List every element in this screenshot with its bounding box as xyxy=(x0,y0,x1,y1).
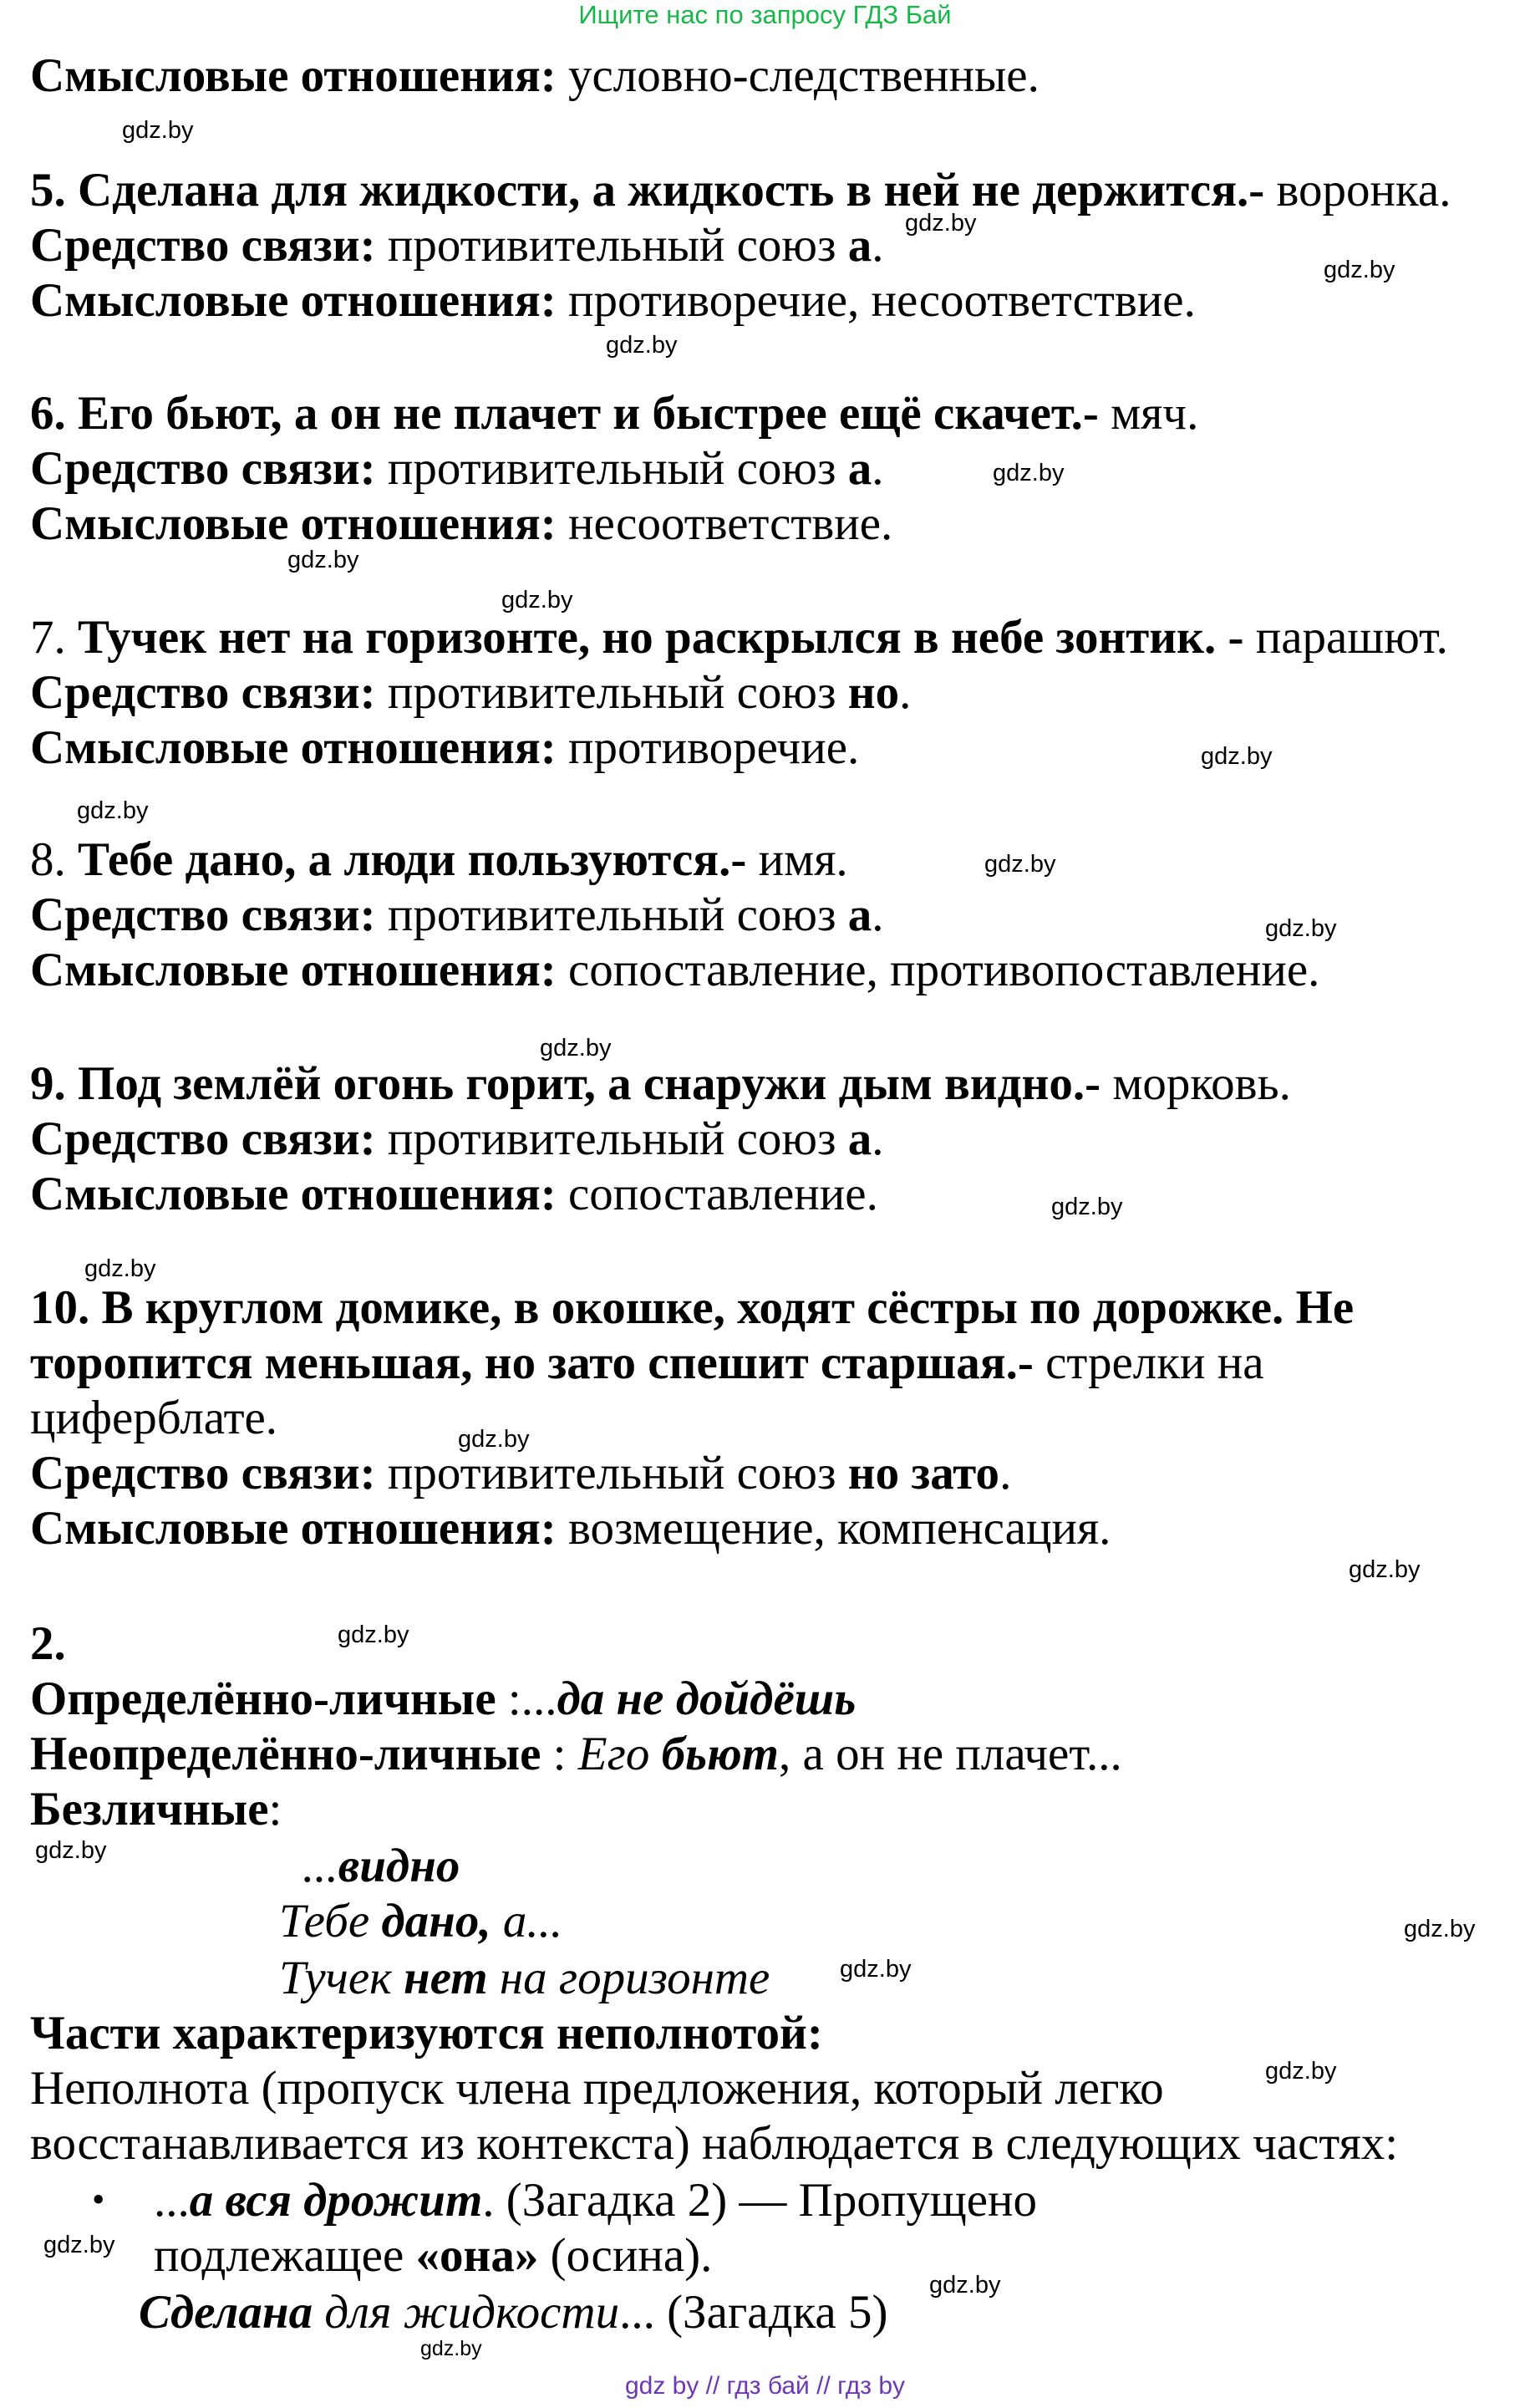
definite-personal-line: Определённо-личные :...да не дойдёшь xyxy=(30,1672,856,1725)
watermark: gdz.by xyxy=(1201,743,1273,770)
incompleteness-heading: Части характеризуются неполнотой: xyxy=(30,2007,823,2059)
riddle-8-relations: Смысловые отношения: сопоставление, противопоставление. xyxy=(30,944,1320,996)
relations-line: Смысловые отношения: условно-следственные. xyxy=(30,49,1039,102)
riddle-10-answer-line3: циферблате. xyxy=(30,1392,278,1444)
watermark: gdz.by xyxy=(122,117,194,144)
impersonal-example-1: ...видно xyxy=(302,1840,460,1892)
riddle-9-question: 9. Под землёй огонь горит, а снаружи дым видно.- морковь. xyxy=(30,1057,1291,1110)
riddle-5-means: Средство связи: противительный союз а. xyxy=(30,219,884,272)
watermark: gdz.by xyxy=(1051,1194,1123,1220)
impersonal-example-3: Тучек нет на горизонте xyxy=(279,1952,770,2004)
incompleteness-paragraph-line2: восстанавливается из контекста) наблюдается в следующих частях: xyxy=(30,2117,1399,2170)
incompleteness-paragraph-line1: Неполнота (пропуск члена предложения, который легко xyxy=(30,2062,1164,2115)
watermark: gdz.by xyxy=(1404,1916,1476,1942)
watermark: gdz.by xyxy=(420,2337,482,2360)
riddle-7-question: 7. Тучек нет на горизонте, но раскрылся в небе зонтик. - парашют. xyxy=(30,611,1448,664)
watermark: gdz.by xyxy=(606,332,678,359)
header-banner: Ищите нас по запросу ГДЗ Бай xyxy=(578,0,952,29)
watermark: gdz.by xyxy=(905,210,977,237)
riddle-6-means: Средство связи: противительный союз а. xyxy=(30,442,884,495)
watermark: gdz.by xyxy=(1265,915,1337,942)
watermark: gdz.by xyxy=(458,1426,530,1453)
watermark: gdz.by xyxy=(984,851,1056,878)
indefinite-personal-line: Неопределённо-личные : Его бьют, а он не плачет... xyxy=(30,1728,1122,1780)
watermark: gdz.by xyxy=(338,1621,409,1648)
bullet-item-line2: подлежащее «она» (осина). xyxy=(154,2229,713,2282)
watermark: gdz.by xyxy=(35,1837,107,1864)
riddle-6-question: 6. Его бьют, а он не плачет и быстрее ещё скачет.- мяч. xyxy=(30,387,1199,440)
watermark: gdz.by xyxy=(1324,257,1395,283)
watermark: gdz.by xyxy=(1265,2058,1337,2085)
footer-banner: gdz by // гдз бай // гдз by xyxy=(624,2372,906,2400)
riddle-8-question: 8. Тебе дано, а люди пользуются.- имя. xyxy=(30,833,848,886)
watermark: gdz.by xyxy=(501,587,573,613)
riddle-10-relations: Смысловые отношения: возмещение, компенсация. xyxy=(30,1502,1111,1555)
impersonal-example-2: Тебе дано, а... xyxy=(279,1895,563,1947)
watermark: gdz.by xyxy=(540,1035,612,1061)
riddle-10-question-line1: 10. В круглом домике, в окошке, ходят сёстры по дорожке. Не xyxy=(30,1281,1355,1334)
watermark: gdz.by xyxy=(993,460,1065,486)
riddle-9-relations: Смысловые отношения: сопоставление. xyxy=(30,1168,878,1220)
riddle-6-relations: Смысловые отношения: несоответствие. xyxy=(30,497,893,550)
impersonal-line: Безличные: xyxy=(30,1783,282,1835)
riddle-5-question: 5. Сделана для жидкости, а жидкость в ней не держится.- воронка. xyxy=(30,164,1451,216)
watermark: gdz.by xyxy=(77,797,149,824)
riddle-9-means: Средство связи: противительный союз а. xyxy=(30,1112,884,1165)
watermark: gdz.by xyxy=(43,2232,115,2258)
riddle-10-question-line2: торопится меньшая, но зато спешит старшая.- стрелки на xyxy=(30,1336,1264,1389)
riddle-5-incomplete-example: Сделана для жидкости... (Загадка 5) xyxy=(139,2286,888,2339)
watermark: gdz.by xyxy=(84,1255,156,1282)
riddle-10-means: Средство связи: противительный союз но зато. xyxy=(30,1447,1012,1499)
riddle-5-relations: Смысловые отношения: противоречие, несоответствие. xyxy=(30,274,1196,327)
task-2-number: 2. xyxy=(30,1617,66,1670)
watermark: gdz.by xyxy=(929,2272,1001,2299)
bullet-marker: • xyxy=(92,2179,105,2220)
riddle-8-means: Средство связи: противительный союз а. xyxy=(30,888,884,941)
riddle-7-relations: Смысловые отношения: противоречие. xyxy=(30,721,860,774)
riddle-7-means: Средство связи: противительный союз но. xyxy=(30,666,912,719)
bullet-item-line1: ...а вся дрожит. (Загадка 2) — Пропущено xyxy=(154,2174,1038,2227)
watermark: gdz.by xyxy=(1349,1556,1421,1583)
watermark: gdz.by xyxy=(287,547,359,573)
watermark: gdz.by xyxy=(840,1956,912,1983)
